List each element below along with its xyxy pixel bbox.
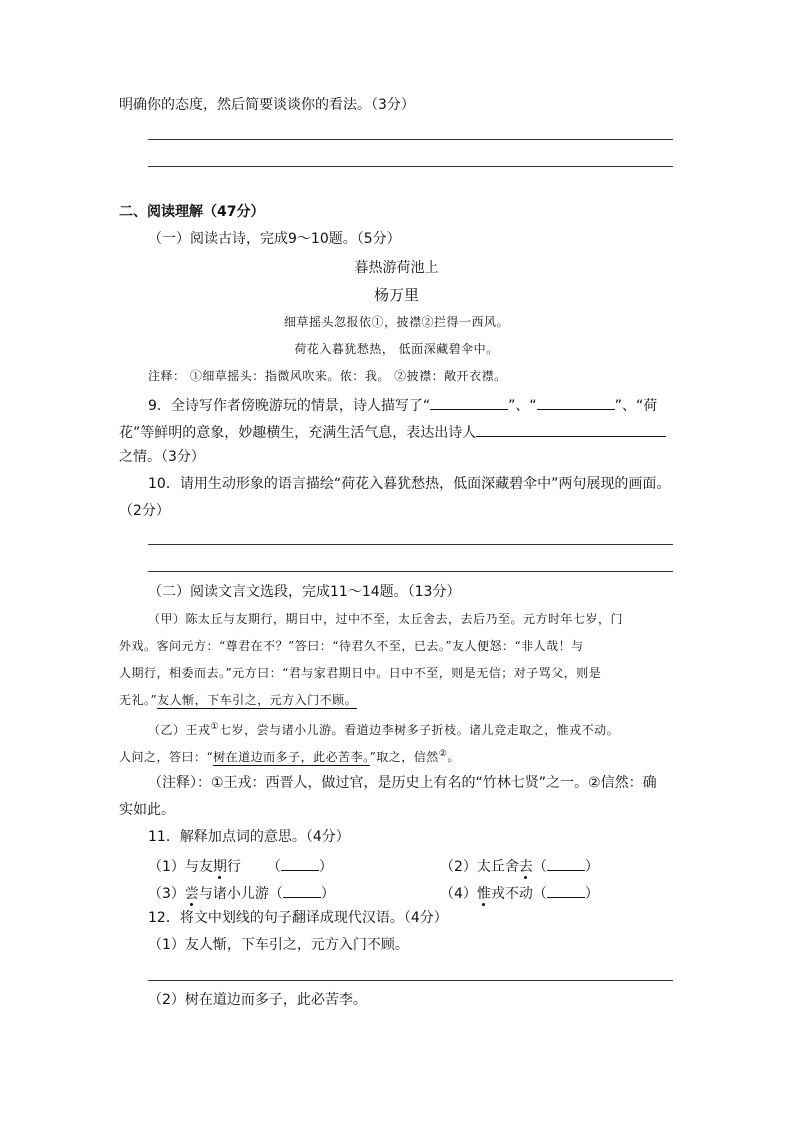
answer-line[interactable] bbox=[148, 139, 673, 140]
paren: ） bbox=[584, 859, 599, 875]
jia-line-1: （甲）陈太丘与友期行，期日中，过中不至，太丘舍去，去后乃至。元方时年七岁，门 bbox=[148, 612, 624, 626]
question-10-score: （2分） bbox=[119, 503, 170, 519]
yi-text: 。 bbox=[447, 750, 460, 764]
paren: （ bbox=[532, 886, 547, 902]
q11-text: 戎不动 bbox=[490, 886, 533, 902]
yi-line-1 bbox=[148, 717, 619, 740]
jia-line-3: 人期行，相委而去。”元方曰：“君与家君期日中。日中不至，则是无信；对子骂父，则是 bbox=[119, 666, 602, 680]
footnote-mark: ② bbox=[438, 749, 448, 759]
yi-text: ”取之，信然 bbox=[369, 750, 439, 764]
question-12: 12．将文中划线的句子翻译成现代汉语。（4分） bbox=[148, 910, 448, 926]
section-title: 二、阅读理解（47分） bbox=[119, 204, 265, 220]
answer-line[interactable] bbox=[148, 166, 673, 167]
prev-question-tail: 明确你的态度，然后简要谈谈你的看法。（3分） bbox=[119, 97, 415, 113]
q9-blank-1[interactable] bbox=[430, 393, 508, 410]
q9-blank-3[interactable] bbox=[476, 420, 666, 437]
q11-blank-1[interactable] bbox=[281, 854, 319, 871]
paren: （ bbox=[532, 859, 547, 875]
question-9-end: 之情。（3分） bbox=[119, 449, 205, 465]
question-9-cont bbox=[119, 420, 666, 443]
q11-blank-3[interactable] bbox=[283, 881, 321, 898]
question-10: 10．请用生动形象的语言描绘“荷花入暮犹愁热，低面深藏碧伞中”两句展现的画面。 bbox=[148, 476, 671, 492]
annotation-line-2: 实如此。 bbox=[119, 802, 175, 818]
yi-text: 人问之，答曰：“ bbox=[119, 750, 214, 764]
answer-line[interactable] bbox=[148, 980, 673, 981]
paren: （ bbox=[266, 859, 281, 875]
jia-line-4 bbox=[119, 690, 357, 710]
poet-name: 杨万里 bbox=[373, 286, 419, 304]
paren: ） bbox=[584, 886, 599, 902]
question-9 bbox=[148, 393, 657, 416]
q11-item-3 bbox=[148, 881, 335, 904]
jia-text: 无礼。” bbox=[119, 693, 158, 707]
part2-intro: （二）阅读文言文选段，完成11～14题。（13分） bbox=[148, 584, 461, 600]
q11-text: （4） bbox=[440, 886, 477, 902]
q11-text: （1）与友 bbox=[148, 859, 213, 875]
q9-text-a: 9．全诗写作者傍晚游玩的情景，诗人描写了“ bbox=[148, 398, 431, 414]
q9-text-b: ”、“荷 bbox=[614, 398, 658, 414]
q11-text: 与诸小儿游 bbox=[198, 886, 269, 902]
q11-text: （3） bbox=[148, 886, 185, 902]
q11-item-1 bbox=[148, 854, 333, 877]
poem-title: 暮热游荷池上 bbox=[354, 260, 439, 276]
q11-blank-2[interactable] bbox=[547, 854, 585, 871]
dotted-word: 期 bbox=[212, 859, 227, 875]
poem-line-2: 荷花入暮犹愁热， 低面深藏碧伞中。 bbox=[294, 342, 499, 356]
yi-underlined-sentence: 树在道边而多子，此必苦李。 bbox=[213, 750, 370, 764]
q11-text: （2）太丘舍 bbox=[440, 859, 519, 875]
question-11: 11．解释加点词的意思。（4分） bbox=[148, 829, 350, 845]
dotted-word: 尝 bbox=[184, 886, 199, 902]
paren: （ bbox=[268, 886, 283, 902]
q11-item-4 bbox=[440, 881, 599, 904]
q9-text-c: 花”等鲜明的意象，妙趣横生，充满生活气息，表达出诗人 bbox=[119, 425, 477, 441]
q11-text: 行 bbox=[226, 859, 241, 875]
poem-line-1: 细草摇头忽报依①，披襟②拦得一西风。 bbox=[283, 315, 509, 329]
poem-notes: 注释： ①细草摇头：指微风吹来。侬：我。 ②披襟：敞开衣襟。 bbox=[148, 369, 507, 383]
q12-item-1: （1）友人惭，下车引之，元方入门不顾。 bbox=[148, 937, 409, 953]
answer-line[interactable] bbox=[148, 571, 673, 572]
jia-line-2: 外戏。客问元方：“尊君在不？”答曰：“待君久不至，已去。”友人便怒：“非人哉！与 bbox=[119, 639, 584, 653]
q12-item-2: （2）树在道边而多子，此必苦李。 bbox=[148, 992, 367, 1008]
part1-intro: （一）阅读古诗，完成9～10题。（5分） bbox=[148, 231, 401, 247]
jia-underlined-sentence: 友人惭，下车引之，元方入门不顾。 bbox=[157, 693, 358, 707]
yi-text: 七岁，尝与诸小儿游。看道边李树多子折枝。诸儿竞走取之，惟戎不动。 bbox=[219, 723, 620, 737]
answer-line[interactable] bbox=[148, 544, 673, 545]
q11-item-2 bbox=[440, 854, 599, 877]
dotted-word: 惟 bbox=[476, 886, 491, 902]
q9-sep: ”、“ bbox=[508, 398, 537, 414]
yi-line-2 bbox=[119, 744, 460, 767]
annotation-line-1: （注释）：①王戎：西晋人，做过官，是历史上有名的“竹林七贤”之一。②信然：确 bbox=[148, 775, 657, 791]
paren: ） bbox=[318, 859, 333, 875]
q11-blank-4[interactable] bbox=[547, 881, 585, 898]
yi-text: （乙）王戎 bbox=[148, 723, 211, 737]
paren: ） bbox=[320, 886, 335, 902]
footnote-mark: ① bbox=[210, 722, 220, 732]
dotted-word: 去 bbox=[518, 859, 533, 875]
q9-blank-2[interactable] bbox=[537, 393, 615, 410]
